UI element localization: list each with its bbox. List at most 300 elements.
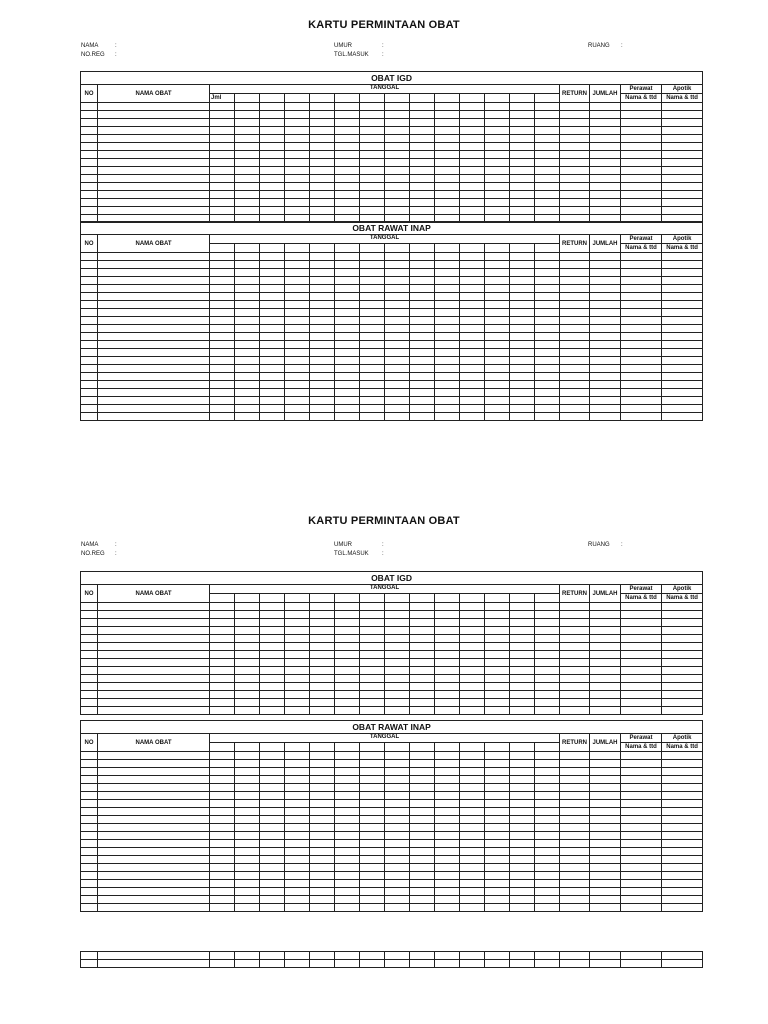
table-cell[interactable] bbox=[535, 832, 560, 840]
table-cell[interactable] bbox=[485, 675, 510, 683]
table-cell[interactable] bbox=[285, 317, 310, 325]
table-cell[interactable] bbox=[385, 603, 410, 611]
table-cell[interactable] bbox=[535, 952, 560, 960]
date-subcolumn[interactable] bbox=[510, 743, 535, 752]
table-cell[interactable] bbox=[81, 191, 98, 199]
table-cell[interactable] bbox=[535, 199, 560, 207]
table-cell[interactable] bbox=[460, 619, 485, 627]
table-cell[interactable] bbox=[485, 325, 510, 333]
table-cell[interactable] bbox=[662, 207, 703, 215]
table-cell[interactable] bbox=[310, 191, 335, 199]
table-cell[interactable] bbox=[662, 800, 703, 808]
table-cell[interactable] bbox=[385, 635, 410, 643]
table-cell[interactable] bbox=[360, 381, 385, 389]
table-cell[interactable] bbox=[535, 175, 560, 183]
table-cell[interactable] bbox=[81, 151, 98, 159]
table-cell[interactable] bbox=[385, 856, 410, 864]
table-cell[interactable] bbox=[510, 301, 535, 309]
table-cell[interactable] bbox=[285, 896, 310, 904]
table-cell[interactable] bbox=[210, 207, 235, 215]
date-subcolumn[interactable] bbox=[535, 94, 560, 103]
table-cell[interactable] bbox=[590, 848, 621, 856]
table-cell[interactable] bbox=[260, 373, 285, 381]
table-cell[interactable] bbox=[210, 389, 235, 397]
table-cell[interactable] bbox=[310, 365, 335, 373]
table-cell[interactable] bbox=[621, 611, 662, 619]
table-cell[interactable] bbox=[260, 784, 285, 792]
table-cell[interactable] bbox=[285, 159, 310, 167]
table-cell[interactable] bbox=[285, 301, 310, 309]
table-cell[interactable] bbox=[460, 952, 485, 960]
table-cell[interactable] bbox=[285, 103, 310, 111]
table-cell[interactable] bbox=[590, 816, 621, 824]
table-cell[interactable] bbox=[385, 960, 410, 968]
table-cell[interactable] bbox=[485, 277, 510, 285]
table-cell[interactable] bbox=[385, 619, 410, 627]
table-cell[interactable] bbox=[510, 675, 535, 683]
table-cell[interactable] bbox=[385, 872, 410, 880]
table-cell[interactable] bbox=[510, 269, 535, 277]
table-cell[interactable] bbox=[510, 183, 535, 191]
table-cell[interactable] bbox=[485, 784, 510, 792]
table-cell[interactable] bbox=[360, 103, 385, 111]
table-cell[interactable] bbox=[485, 293, 510, 301]
table-cell[interactable] bbox=[621, 627, 662, 635]
table-cell[interactable] bbox=[435, 864, 460, 872]
table-cell[interactable] bbox=[410, 413, 435, 421]
table-cell[interactable] bbox=[310, 119, 335, 127]
table-cell[interactable] bbox=[310, 135, 335, 143]
table-cell[interactable] bbox=[260, 848, 285, 856]
table-cell[interactable] bbox=[510, 904, 535, 912]
table-cell[interactable] bbox=[210, 768, 235, 776]
table-cell[interactable] bbox=[662, 277, 703, 285]
table-cell[interactable] bbox=[285, 397, 310, 405]
table-cell[interactable] bbox=[410, 856, 435, 864]
table-cell[interactable] bbox=[410, 808, 435, 816]
table-cell[interactable] bbox=[260, 309, 285, 317]
table-cell[interactable] bbox=[560, 792, 590, 800]
table-cell[interactable] bbox=[385, 824, 410, 832]
table-cell[interactable] bbox=[485, 261, 510, 269]
table-cell[interactable] bbox=[260, 888, 285, 896]
table-cell[interactable] bbox=[435, 627, 460, 635]
table-cell[interactable] bbox=[235, 349, 260, 357]
table-cell[interactable] bbox=[98, 167, 210, 175]
table-cell[interactable] bbox=[435, 175, 460, 183]
table-cell[interactable] bbox=[81, 635, 98, 643]
table-cell[interactable] bbox=[285, 119, 310, 127]
table-cell[interactable] bbox=[385, 413, 410, 421]
table-cell[interactable] bbox=[435, 349, 460, 357]
table-cell[interactable] bbox=[662, 619, 703, 627]
table-cell[interactable] bbox=[285, 389, 310, 397]
table-cell[interactable] bbox=[435, 119, 460, 127]
table-cell[interactable] bbox=[310, 792, 335, 800]
table-cell[interactable] bbox=[590, 768, 621, 776]
table-cell[interactable] bbox=[621, 872, 662, 880]
table-cell[interactable] bbox=[98, 159, 210, 167]
date-subcolumn[interactable] bbox=[435, 244, 460, 253]
table-cell[interactable] bbox=[98, 691, 210, 699]
table-cell[interactable] bbox=[385, 269, 410, 277]
table-cell[interactable] bbox=[535, 127, 560, 135]
table-cell[interactable] bbox=[335, 269, 360, 277]
table-cell[interactable] bbox=[460, 111, 485, 119]
table-cell[interactable] bbox=[460, 880, 485, 888]
table-cell[interactable] bbox=[210, 872, 235, 880]
table-cell[interactable] bbox=[98, 365, 210, 373]
table-cell[interactable] bbox=[621, 683, 662, 691]
table-cell[interactable] bbox=[410, 261, 435, 269]
table-cell[interactable] bbox=[235, 261, 260, 269]
table-cell[interactable] bbox=[285, 325, 310, 333]
table-cell[interactable] bbox=[510, 776, 535, 784]
table-cell[interactable] bbox=[335, 389, 360, 397]
table-cell[interactable] bbox=[560, 691, 590, 699]
table-cell[interactable] bbox=[410, 317, 435, 325]
table-cell[interactable] bbox=[621, 856, 662, 864]
table-cell[interactable] bbox=[621, 159, 662, 167]
table-cell[interactable] bbox=[260, 683, 285, 691]
table-cell[interactable] bbox=[360, 619, 385, 627]
table-cell[interactable] bbox=[335, 699, 360, 707]
table-cell[interactable] bbox=[360, 856, 385, 864]
date-subcolumn[interactable] bbox=[410, 594, 435, 603]
table-cell[interactable] bbox=[235, 365, 260, 373]
table-cell[interactable] bbox=[662, 856, 703, 864]
table-cell[interactable] bbox=[435, 840, 460, 848]
table-cell[interactable] bbox=[485, 175, 510, 183]
table-cell[interactable] bbox=[590, 952, 621, 960]
table-cell[interactable] bbox=[310, 611, 335, 619]
table-cell[interactable] bbox=[621, 127, 662, 135]
table-cell[interactable] bbox=[360, 611, 385, 619]
table-cell[interactable] bbox=[260, 808, 285, 816]
table-cell[interactable] bbox=[360, 792, 385, 800]
date-subcolumn[interactable] bbox=[335, 94, 360, 103]
table-cell[interactable] bbox=[485, 151, 510, 159]
table-cell[interactable] bbox=[560, 167, 590, 175]
table-cell[interactable] bbox=[621, 960, 662, 968]
table-cell[interactable] bbox=[235, 199, 260, 207]
table-cell[interactable] bbox=[335, 397, 360, 405]
table-cell[interactable] bbox=[310, 389, 335, 397]
table-cell[interactable] bbox=[235, 397, 260, 405]
table-cell[interactable] bbox=[210, 707, 235, 715]
table-cell[interactable] bbox=[662, 167, 703, 175]
table-cell[interactable] bbox=[485, 357, 510, 365]
table-cell[interactable] bbox=[590, 135, 621, 143]
date-subcolumn[interactable] bbox=[510, 244, 535, 253]
table-cell[interactable] bbox=[535, 651, 560, 659]
table-cell[interactable] bbox=[210, 896, 235, 904]
table-cell[interactable] bbox=[662, 840, 703, 848]
table-cell[interactable] bbox=[560, 683, 590, 691]
table-cell[interactable] bbox=[360, 183, 385, 191]
table-cell[interactable] bbox=[410, 199, 435, 207]
table-cell[interactable] bbox=[485, 651, 510, 659]
table-cell[interactable] bbox=[662, 317, 703, 325]
table-cell[interactable] bbox=[560, 309, 590, 317]
table-cell[interactable] bbox=[662, 659, 703, 667]
table-cell[interactable] bbox=[385, 699, 410, 707]
table-cell[interactable] bbox=[485, 143, 510, 151]
table-cell[interactable] bbox=[435, 183, 460, 191]
table-cell[interactable] bbox=[81, 269, 98, 277]
table-cell[interactable] bbox=[335, 603, 360, 611]
table-cell[interactable] bbox=[460, 413, 485, 421]
table-cell[interactable] bbox=[335, 691, 360, 699]
table-cell[interactable] bbox=[385, 261, 410, 269]
table-cell[interactable] bbox=[662, 111, 703, 119]
table-cell[interactable] bbox=[285, 651, 310, 659]
table-cell[interactable] bbox=[360, 872, 385, 880]
table-cell[interactable] bbox=[335, 183, 360, 191]
table-cell[interactable] bbox=[360, 167, 385, 175]
table-cell[interactable] bbox=[560, 111, 590, 119]
table-cell[interactable] bbox=[335, 167, 360, 175]
table-cell[interactable] bbox=[210, 627, 235, 635]
table-cell[interactable] bbox=[485, 691, 510, 699]
table-cell[interactable] bbox=[310, 143, 335, 151]
table-cell[interactable] bbox=[621, 776, 662, 784]
table-cell[interactable] bbox=[560, 816, 590, 824]
table-cell[interactable] bbox=[385, 659, 410, 667]
table-cell[interactable] bbox=[435, 675, 460, 683]
table-cell[interactable] bbox=[260, 611, 285, 619]
table-cell[interactable] bbox=[510, 824, 535, 832]
table-cell[interactable] bbox=[560, 952, 590, 960]
table-cell[interactable] bbox=[460, 683, 485, 691]
table-cell[interactable] bbox=[260, 261, 285, 269]
table-cell[interactable] bbox=[560, 199, 590, 207]
table-cell[interactable] bbox=[435, 151, 460, 159]
table-cell[interactable] bbox=[385, 667, 410, 675]
table-cell[interactable] bbox=[590, 856, 621, 864]
table-cell[interactable] bbox=[210, 261, 235, 269]
table-cell[interactable] bbox=[510, 651, 535, 659]
table-cell[interactable] bbox=[235, 683, 260, 691]
table-cell[interactable] bbox=[460, 199, 485, 207]
table-cell[interactable] bbox=[310, 261, 335, 269]
table-cell[interactable] bbox=[260, 191, 285, 199]
table-cell[interactable] bbox=[360, 776, 385, 784]
table-cell[interactable] bbox=[360, 293, 385, 301]
table-cell[interactable] bbox=[485, 341, 510, 349]
table-cell[interactable] bbox=[560, 800, 590, 808]
table-cell[interactable] bbox=[410, 816, 435, 824]
table-cell[interactable] bbox=[460, 824, 485, 832]
table-cell[interactable] bbox=[335, 864, 360, 872]
table-cell[interactable] bbox=[335, 808, 360, 816]
table-cell[interactable] bbox=[485, 792, 510, 800]
table-cell[interactable] bbox=[662, 143, 703, 151]
table-cell[interactable] bbox=[310, 413, 335, 421]
table-cell[interactable] bbox=[235, 135, 260, 143]
table-cell[interactable] bbox=[621, 111, 662, 119]
table-cell[interactable] bbox=[621, 675, 662, 683]
table-cell[interactable] bbox=[560, 183, 590, 191]
table-cell[interactable] bbox=[310, 309, 335, 317]
table-cell[interactable] bbox=[460, 848, 485, 856]
table-cell[interactable] bbox=[260, 619, 285, 627]
table-cell[interactable] bbox=[435, 341, 460, 349]
table-cell[interactable] bbox=[260, 285, 285, 293]
table-cell[interactable] bbox=[360, 643, 385, 651]
table-cell[interactable] bbox=[335, 151, 360, 159]
table-cell[interactable] bbox=[81, 752, 98, 760]
table-cell[interactable] bbox=[98, 651, 210, 659]
table-cell[interactable] bbox=[360, 840, 385, 848]
table-cell[interactable] bbox=[335, 832, 360, 840]
table-cell[interactable] bbox=[535, 880, 560, 888]
table-cell[interactable] bbox=[335, 800, 360, 808]
table-cell[interactable] bbox=[590, 151, 621, 159]
table-cell[interactable] bbox=[98, 619, 210, 627]
table-cell[interactable] bbox=[590, 699, 621, 707]
table-cell[interactable] bbox=[662, 365, 703, 373]
table-cell[interactable] bbox=[590, 183, 621, 191]
table-cell[interactable] bbox=[435, 643, 460, 651]
table-cell[interactable] bbox=[560, 301, 590, 309]
table-cell[interactable] bbox=[98, 635, 210, 643]
table-cell[interactable] bbox=[460, 840, 485, 848]
table-cell[interactable] bbox=[235, 904, 260, 912]
table-cell[interactable] bbox=[285, 675, 310, 683]
table-cell[interactable] bbox=[81, 143, 98, 151]
table-cell[interactable] bbox=[535, 309, 560, 317]
table-cell[interactable] bbox=[460, 293, 485, 301]
date-subcolumn[interactable] bbox=[410, 244, 435, 253]
table-cell[interactable] bbox=[435, 707, 460, 715]
table-cell[interactable] bbox=[210, 349, 235, 357]
table-cell[interactable] bbox=[590, 381, 621, 389]
table-cell[interactable] bbox=[621, 183, 662, 191]
table-cell[interactable] bbox=[510, 848, 535, 856]
table-cell[interactable] bbox=[310, 683, 335, 691]
table-cell[interactable] bbox=[260, 627, 285, 635]
table-cell[interactable] bbox=[385, 207, 410, 215]
table-cell[interactable] bbox=[410, 111, 435, 119]
table-cell[interactable] bbox=[260, 365, 285, 373]
table-cell[interactable] bbox=[435, 904, 460, 912]
table-cell[interactable] bbox=[285, 143, 310, 151]
table-cell[interactable] bbox=[260, 253, 285, 261]
table-cell[interactable] bbox=[235, 619, 260, 627]
table-cell[interactable] bbox=[510, 349, 535, 357]
table-cell[interactable] bbox=[662, 199, 703, 207]
table-cell[interactable] bbox=[81, 111, 98, 119]
table-cell[interactable] bbox=[535, 776, 560, 784]
table-cell[interactable] bbox=[98, 880, 210, 888]
table-cell[interactable] bbox=[590, 659, 621, 667]
table-cell[interactable] bbox=[535, 277, 560, 285]
table-cell[interactable] bbox=[435, 277, 460, 285]
table-cell[interactable] bbox=[385, 301, 410, 309]
table-cell[interactable] bbox=[81, 293, 98, 301]
table-cell[interactable] bbox=[260, 691, 285, 699]
date-subcolumn[interactable] bbox=[360, 244, 385, 253]
table-cell[interactable] bbox=[560, 373, 590, 381]
table-cell[interactable] bbox=[235, 800, 260, 808]
table-cell[interactable] bbox=[235, 325, 260, 333]
table-cell[interactable] bbox=[435, 309, 460, 317]
table-cell[interactable] bbox=[260, 127, 285, 135]
table-cell[interactable] bbox=[410, 389, 435, 397]
table-cell[interactable] bbox=[98, 627, 210, 635]
table-cell[interactable] bbox=[460, 960, 485, 968]
table-cell[interactable] bbox=[410, 301, 435, 309]
table-cell[interactable] bbox=[285, 768, 310, 776]
table-cell[interactable] bbox=[621, 651, 662, 659]
table-cell[interactable] bbox=[81, 349, 98, 357]
table-cell[interactable] bbox=[81, 317, 98, 325]
table-cell[interactable] bbox=[485, 603, 510, 611]
table-cell[interactable] bbox=[560, 880, 590, 888]
table-cell[interactable] bbox=[98, 707, 210, 715]
table-cell[interactable] bbox=[260, 707, 285, 715]
table-cell[interactable] bbox=[435, 952, 460, 960]
table-cell[interactable] bbox=[235, 127, 260, 135]
table-cell[interactable] bbox=[485, 768, 510, 776]
table-cell[interactable] bbox=[235, 675, 260, 683]
table-cell[interactable] bbox=[98, 603, 210, 611]
table-cell[interactable] bbox=[385, 816, 410, 824]
table-cell[interactable] bbox=[410, 776, 435, 784]
table-cell[interactable] bbox=[485, 960, 510, 968]
table-cell[interactable] bbox=[510, 389, 535, 397]
table-cell[interactable] bbox=[235, 111, 260, 119]
table-cell[interactable] bbox=[210, 191, 235, 199]
table-cell[interactable] bbox=[510, 277, 535, 285]
table-cell[interactable] bbox=[535, 285, 560, 293]
table-cell[interactable] bbox=[335, 904, 360, 912]
table-cell[interactable] bbox=[662, 848, 703, 856]
table-cell[interactable] bbox=[360, 349, 385, 357]
table-cell[interactable] bbox=[81, 659, 98, 667]
table-cell[interactable] bbox=[285, 691, 310, 699]
table-cell[interactable] bbox=[510, 191, 535, 199]
date-subcolumn[interactable] bbox=[210, 244, 235, 253]
table-cell[interactable] bbox=[535, 341, 560, 349]
table-cell[interactable] bbox=[410, 760, 435, 768]
table-cell[interactable] bbox=[235, 848, 260, 856]
table-cell[interactable] bbox=[485, 159, 510, 167]
table-cell[interactable] bbox=[510, 659, 535, 667]
table-cell[interactable] bbox=[210, 103, 235, 111]
table-cell[interactable] bbox=[485, 627, 510, 635]
table-cell[interactable] bbox=[410, 357, 435, 365]
table-cell[interactable] bbox=[385, 309, 410, 317]
table-cell[interactable] bbox=[285, 111, 310, 119]
table-cell[interactable] bbox=[485, 707, 510, 715]
table-cell[interactable] bbox=[98, 341, 210, 349]
table-cell[interactable] bbox=[235, 293, 260, 301]
table-cell[interactable] bbox=[360, 699, 385, 707]
table-cell[interactable] bbox=[621, 864, 662, 872]
table-cell[interactable] bbox=[510, 325, 535, 333]
table-cell[interactable] bbox=[590, 159, 621, 167]
table-cell[interactable] bbox=[435, 752, 460, 760]
table-cell[interactable] bbox=[535, 707, 560, 715]
table-cell[interactable] bbox=[460, 752, 485, 760]
table-cell[interactable] bbox=[210, 277, 235, 285]
table-cell[interactable] bbox=[662, 333, 703, 341]
table-cell[interactable] bbox=[460, 776, 485, 784]
table-cell[interactable] bbox=[385, 167, 410, 175]
table-cell[interactable] bbox=[310, 707, 335, 715]
